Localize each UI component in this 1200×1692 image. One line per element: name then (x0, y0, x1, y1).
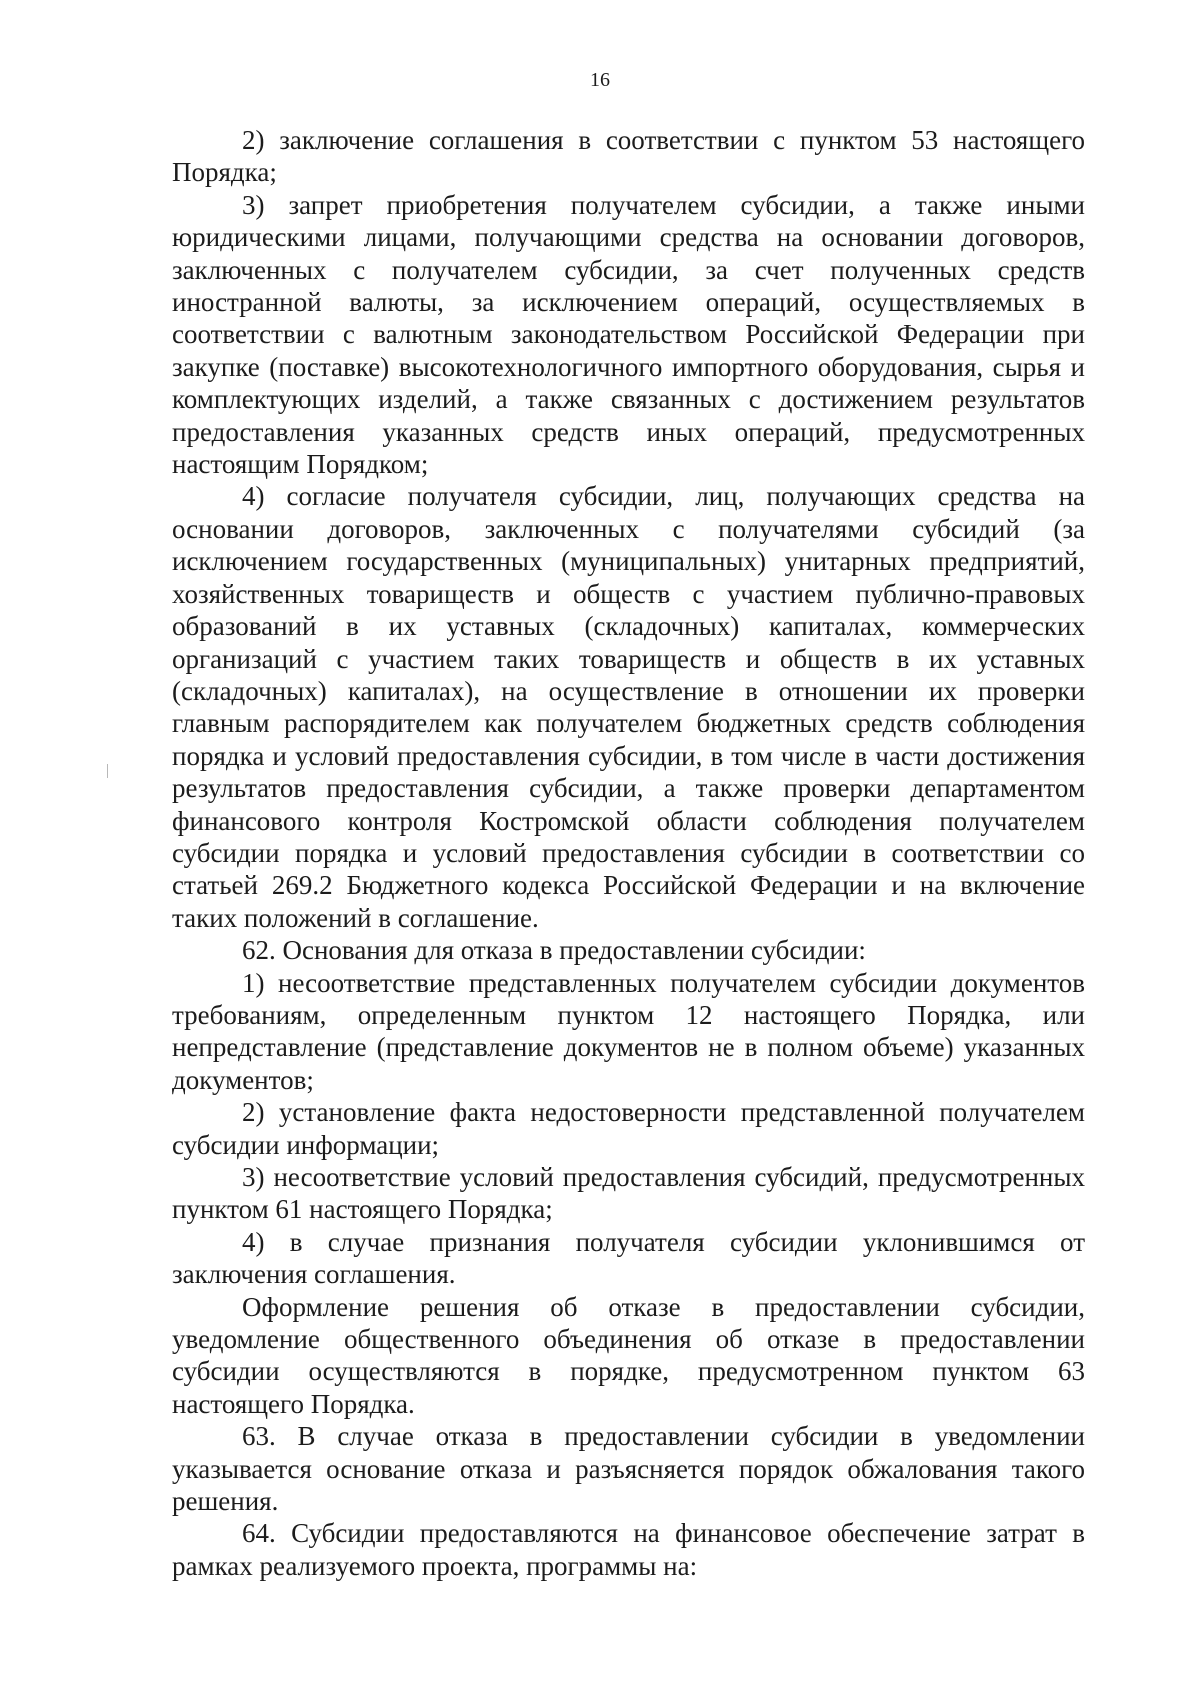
paragraph-item-2-agreement: 2) заключение соглашения в соответствии с пунктом 53 настоящего Порядка; (172, 125, 1085, 188)
paragraph-64: 64. Субсидии предоставляются на финансовое обеспечение затрат в рамках реализуемого проекта, программы на: (172, 1518, 1085, 1581)
paragraph-item-3-currency-ban: 3) запрет приобретения получателем субсидии, а также иными юридическими лицами, получающими средства на основании договоров, заключенных с получателем субсидии, за счет полученных средств иностранной валюты, за исключением операций, осуществляемых в соответствии с валютным законодательством Российской Федерации при закупке (поставке) высокотехнологичного импортного оборудования, сырья и комплектующих изделий, а также связанных с достижением результатов предоставления указанных средств иных операций, предусмотренных настоящим Порядком; (172, 189, 1085, 480)
document-body (172, 124, 1085, 1582)
paragraph-62-item-3: 3) несоответствие условий предоставления субсидий, предусмотренных пунктом 61 настоящего Порядка; (172, 1162, 1085, 1225)
paragraph-62-item-2: 2) установление факта недостоверности представленной получателем субсидии информации; (172, 1097, 1085, 1160)
paragraph-62-refusal-grounds: 62. Основания для отказа в предоставлении субсидии: (242, 935, 866, 966)
paragraph-refusal-notification: Оформление решения об отказе в предоставлении субсидии, уведомление общественного объединения об отказе в предоставлении субсидии осуществляются в порядке, предусмотренном пунктом 63 настоящего Порядка. (172, 1291, 1085, 1419)
paragraph-62-item-1: 1) несоответствие представленных получателем субсидии документов требованиям, определенным пунктом 12 настоящего Порядка, или непредставление (представление документов не в полном объеме) указанных документов; (172, 967, 1085, 1095)
paragraph-63: 63. В случае отказа в предоставлении субсидии в уведомлении указывается основание отказа и разъясняется порядок обжалования такого решения. (172, 1421, 1085, 1517)
paragraph-62-item-4: 4) в случае признания получателя субсидии уклонившимся от заключения соглашения. (172, 1226, 1085, 1290)
page-number: 16 (590, 69, 610, 91)
paragraph-item-4-consent: 4) согласие получателя субсидии, лиц, получающих средства на основании договоров, заключенных с получателями субсидий (за исключением государственных (муниципальных) унитарных предприятий, хозяйственных товариществ и обществ с участием публично-правовых образований в их уставных (складочных) капиталах, коммерческих организаций с участием таких товариществ и обществ в их уставных (складочных) капиталах), на осуществление в отношении их проверки главным распорядителем как получателем бюджетных средств соблюдения порядка и условий предоставления субсидии, в том числе в части достижения результатов предоставления субсидии, а также проверки департаментом финансового контроля Костромской области соблюдения получателем субсидии порядка и условий предоставления субсидии в соответствии со статьей 269.2 Бюджетного кодекса Российской Федерации и на включение таких положений в соглашение. (172, 481, 1085, 933)
scan-artifact (107, 764, 108, 778)
